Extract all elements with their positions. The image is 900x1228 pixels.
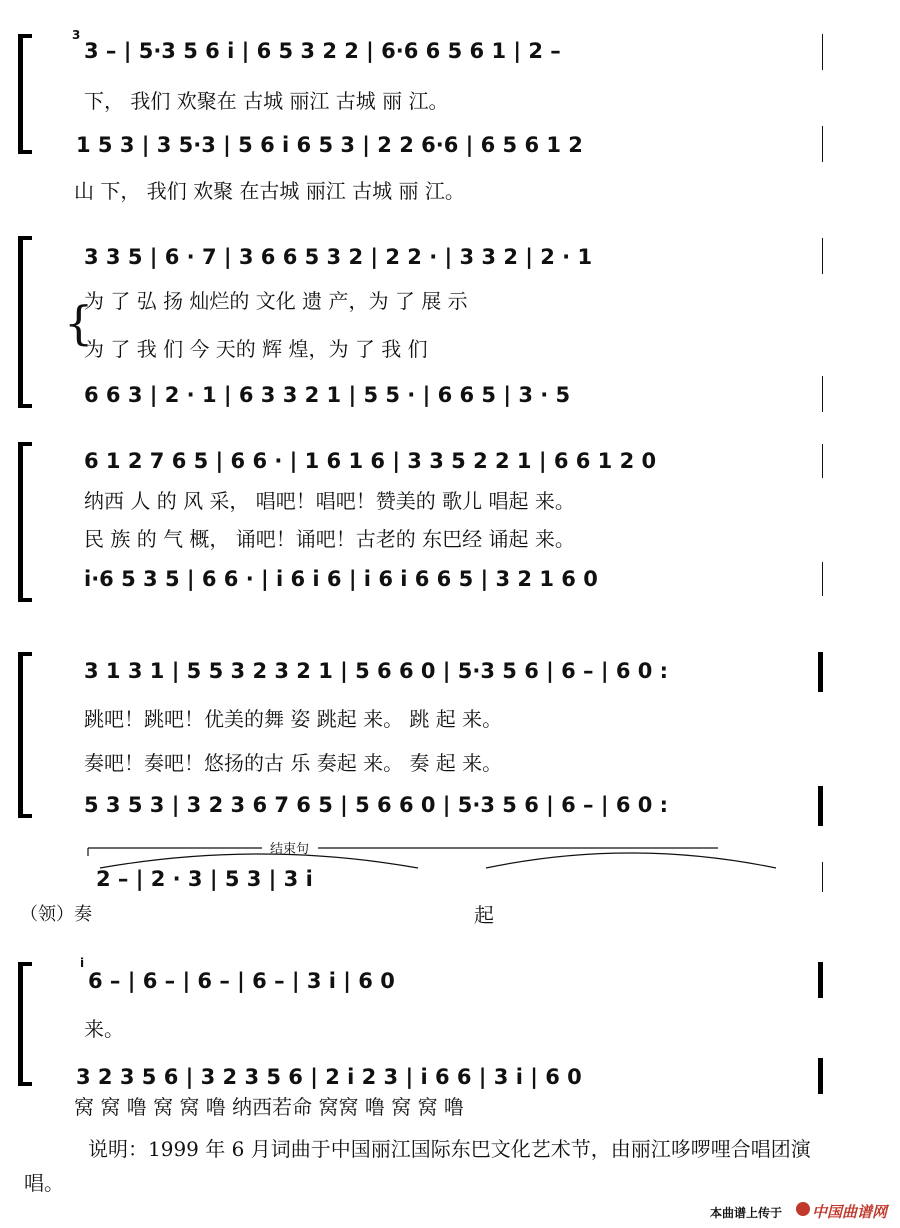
footer-upload-text: 本曲谱上传于: [710, 1206, 783, 1220]
system-3-top-notes: 6 1 2 7 6 5 | 6 6 · | 1 6 1 6 | 3 3 5 2 2 1 | 6 6 1 2 0: [84, 449, 657, 473]
system-1-lyric-1: 下， 我们 欢聚在 古城 丽江 古城 丽 江。: [84, 89, 449, 113]
final-barline: [818, 962, 823, 998]
system-5-lyric-2: 窝 窝 噜 窝 窝 噜 纳西若命 窝窝 噜 窝 窝 噜: [74, 1095, 464, 1119]
system-5-lyric-1: 来。: [84, 1017, 124, 1041]
system-5-bracket: [18, 962, 23, 1086]
coda-lead: （领）奏: [20, 904, 92, 925]
system-4-lyric-2: 奏吧！奏吧！悠扬的古 乐 奏起 来。 奏 起 来。: [84, 751, 503, 775]
verse-brace: {: [64, 296, 94, 350]
grace-note-5: i: [80, 956, 85, 970]
system-2-bottom-notes: 6 6 3 | 2 · 1 | 6 3 3 2 1 | 5 5 · | 6 6 5 | 3 · 5: [84, 383, 571, 407]
coda-notes: 2 – | 2 · 3 | 5 3 | 3 i: [96, 867, 313, 891]
system-4-lyric-1: 跳吧！跳吧！优美的舞 姿 跳起 来。 跳 起 来。: [84, 707, 503, 731]
system-4-bottom-notes: 5 3 5 3 | 3 2 3 6 7 6 5 | 5 6 6 0 | 5·3 5 6 | 6 – | 6 0 :: [84, 793, 669, 817]
system-3-lyric-2: 民 族 的 气 概， 诵吧！诵吧！古老的 东巴经 诵起 来。: [84, 527, 575, 551]
system-3-bottom-notes: i·6 5 3 5 | 6 6 · | i 6 i 6 | i 6 i 6 6 5 | 3 2 1 6 0: [84, 567, 598, 591]
system-1-lyric-2: 山 下， 我们 欢聚 在古城 丽江 古城 丽 江。: [74, 179, 465, 203]
coda-label: 结束句: [270, 842, 310, 857]
system-4-top-notes: 3 1 3 1 | 5 5 3 2 3 2 1 | 5 6 6 0 | 5·3 5 6 | 6 – | 6 0 :: [84, 659, 669, 683]
coda-lyric-mid: 起: [474, 903, 494, 927]
barline: [822, 862, 823, 892]
system-1-bottom-notes: 1 5 3 | 3 5·3 | 5 6 i 6 5 3 | 2 2 6·6 | 6 5 6 1 2: [76, 133, 583, 157]
system-2-lyric-2: 为 了 我 们 今 天的 辉 煌，为 了 我 们: [84, 337, 428, 361]
system-2-top-notes: 3 3 5 | 6 · 7 | 3 6 6 5 3 2 | 2 2 · | 3 3 2 | 2 · 1: [84, 245, 593, 269]
system-3-lyric-1: 纳西 人 的 风 采， 唱吧！唱吧！赞美的 歌儿 唱起 来。: [84, 489, 575, 513]
system-2-lyric-1: 为 了 弘 扬 灿烂的 文化 遗 产，为 了 展 示: [84, 289, 468, 313]
system-5-top-notes: 6 – | 6 – | 6 – | 6 – | 3 i | 6 0: [88, 969, 395, 993]
final-barline: [818, 1058, 823, 1094]
system-1-top-notes: 3 – | 5·3 5 6 i | 6 5 3 2 2 | 6·6 6 5 6 1 | 2 –: [84, 39, 561, 63]
footer-site-name[interactable]: 中国曲谱网: [812, 1203, 888, 1221]
system-5-bottom-notes: 3 2 3 5 6 | 3 2 3 5 6 | 2 i 2 3 | i 6 6 | 3 i | 6 0: [76, 1065, 582, 1089]
grace-note-1: 3: [72, 28, 81, 42]
explanation-note: 说明：1999 年 6 月词曲于中国丽江国际东巴文化艺术节，由丽江哆啰哩合唱团演唱。: [24, 1137, 811, 1195]
site-logo-icon: [796, 1202, 810, 1216]
